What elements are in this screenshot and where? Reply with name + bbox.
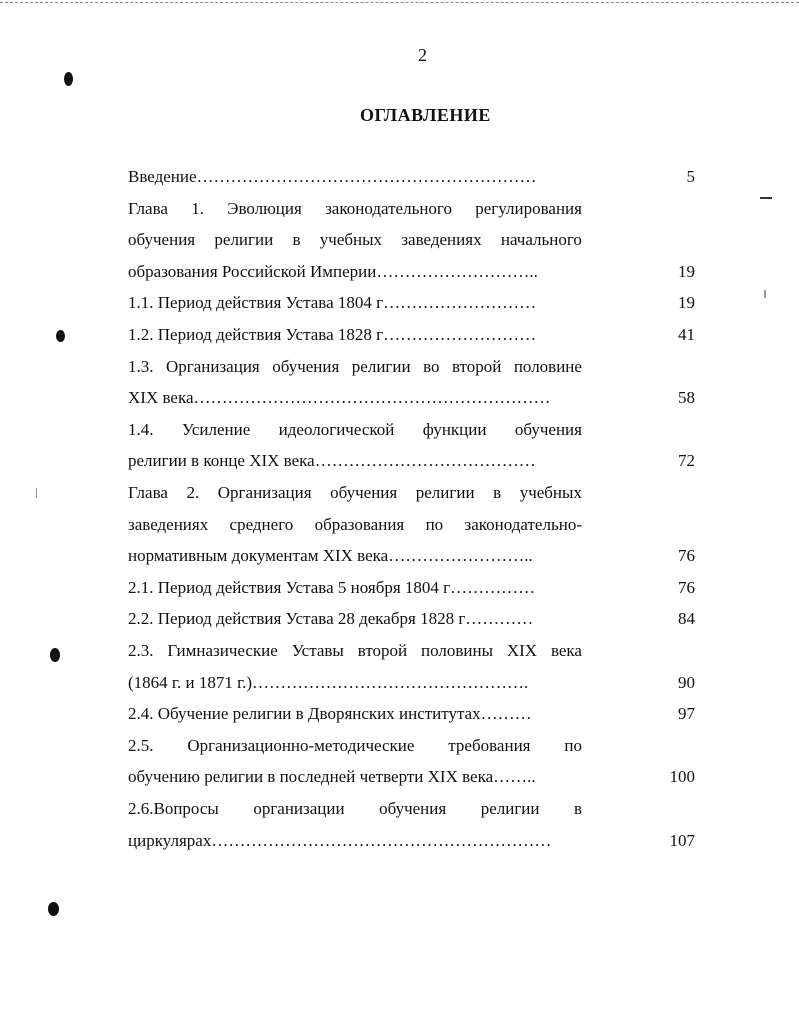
- toc-entry-text: образования Российской Империи………………………..: [128, 262, 538, 281]
- toc-entry-text: 1.2. Период действия Устава 1828 г………………………: [128, 325, 537, 344]
- toc-page-number: 90: [678, 673, 695, 692]
- toc-entry-text: 1.1. Период действия Устава 1804 г………………………: [128, 293, 537, 312]
- punch-hole-mark: [64, 72, 73, 86]
- punch-hole-mark: [50, 648, 60, 662]
- toc-page-number: 100: [669, 767, 695, 786]
- toc-entry-text: 2.1. Период действия Устава 5 ноября 1804 г……………: [128, 578, 536, 597]
- toc-page-number: 84: [678, 609, 695, 628]
- page-number: 2: [418, 45, 427, 65]
- page-title: ОГЛАВЛЕНИЕ: [360, 105, 491, 125]
- toc-page-number: 76: [678, 546, 695, 565]
- toc-entry-text: обучению религии в последней четверти XIX века……..: [128, 767, 536, 786]
- scan-speck: [764, 290, 766, 298]
- toc-page-number: 41: [678, 325, 695, 344]
- toc-page-number: 72: [678, 451, 695, 470]
- toc-entry-text: 2.5. Организационно-методические требования по: [128, 736, 582, 755]
- punch-hole-mark: [48, 902, 59, 916]
- toc-entry-text: XIX века………………………………………………………: [128, 388, 551, 407]
- toc-entry-text: нормативным документам XIX века……………………..: [128, 546, 533, 565]
- toc-entry-text: Введение……………………………………………………: [128, 167, 537, 186]
- toc-page-number: 76: [678, 578, 695, 597]
- toc-entry-text: 1.3. Организация обучения религии во второй половине: [128, 357, 582, 376]
- toc-page-number: 19: [678, 293, 695, 312]
- toc-page-number: 5: [686, 167, 695, 186]
- toc-entry-text: Глава 2. Организация обучения религии в учебных: [128, 483, 582, 502]
- toc-entry-text: 2.3. Гимназические Уставы второй половины XIX века: [128, 641, 582, 660]
- toc-entry-text: религии в конце XIX века…………………………………: [128, 451, 536, 470]
- scan-speck: [36, 488, 37, 498]
- toc-entry-text: Глава 1. Эволюция законодательного регулирования: [128, 199, 582, 218]
- toc-page-number: 97: [678, 704, 695, 723]
- toc-entry-text: 2.6.Вопросы организации обучения религии в: [128, 799, 582, 818]
- punch-hole-mark: [56, 330, 65, 342]
- toc-page-number: 19: [678, 262, 695, 281]
- toc-page-number: 58: [678, 388, 695, 407]
- toc-entry-text: циркулярах……………………………………………………: [128, 831, 552, 850]
- toc-entry-text: 1.4. Усиление идеологической функции обучения: [128, 420, 582, 439]
- toc-entry-text: заведениях среднего образования по законодательно-: [128, 515, 582, 534]
- toc-entry-text: обучения религии в учебных заведениях начального: [128, 230, 582, 249]
- toc-entry-text: 2.4. Обучение религии в Дворянских институтах………: [128, 704, 532, 723]
- toc-entry-text: 2.2. Период действия Устава 28 декабря 1828 г…………: [128, 609, 534, 628]
- scan-speck: [760, 197, 772, 199]
- toc-page-number: 107: [669, 831, 695, 850]
- toc-entry-text: (1864 г. и 1871 г.)………………………………………….: [128, 673, 529, 692]
